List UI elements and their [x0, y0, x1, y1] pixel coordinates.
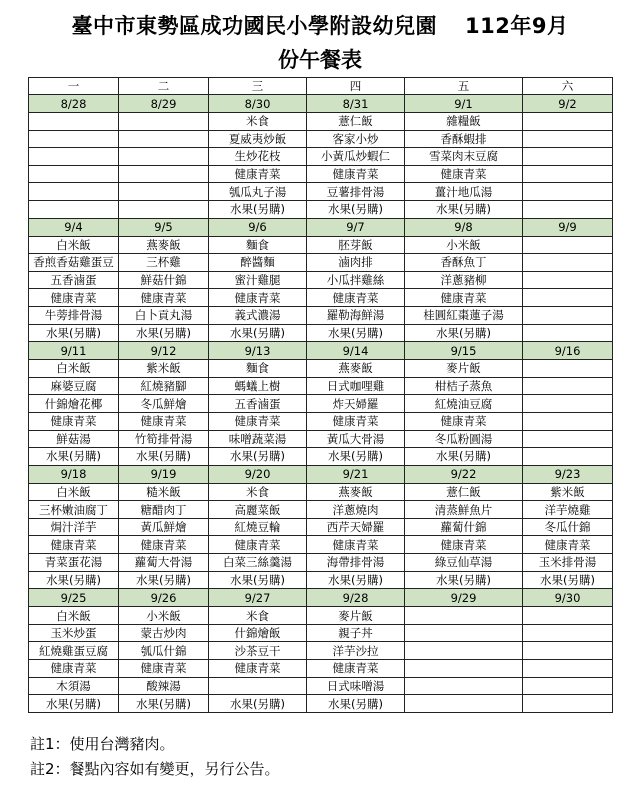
menu-cell: [405, 607, 523, 625]
date-cell: 9/22: [405, 465, 523, 483]
menu-cell: 蜜汁雞腿: [209, 271, 307, 289]
menu-cell: 鮮菇什錦: [119, 271, 209, 289]
menu-cell: [523, 448, 613, 466]
date-cell: 9/19: [119, 465, 209, 483]
menu-cell: 健康青菜: [29, 289, 119, 307]
menu-cell: 健康青菜: [307, 289, 405, 307]
date-cell: 9/28: [307, 589, 405, 607]
date-cell: 9/29: [405, 589, 523, 607]
date-cell: 8/30: [209, 95, 307, 113]
date-row: [29, 95, 613, 113]
menu-cell: 健康青菜: [29, 660, 119, 678]
menu-cell: 水果(另購): [405, 571, 523, 589]
menu-cell: 酸辣湯: [119, 677, 209, 695]
menu-cell: 糙米飯: [119, 483, 209, 501]
menu-cell: 蘿蔔大骨湯: [119, 554, 209, 572]
menu-cell: [523, 624, 613, 642]
menu-cell: [29, 130, 119, 148]
menu-cell: [209, 677, 307, 695]
menu-cell: 米食: [209, 607, 307, 625]
menu-cell: 健康青菜: [209, 660, 307, 678]
date-row: [29, 589, 613, 607]
menu-cell: 香煎香菇雞蛋豆: [29, 254, 119, 272]
menu-cell: 竹筍排骨湯: [119, 430, 209, 448]
menu-cell: [523, 183, 613, 201]
menu-cell: [523, 289, 613, 307]
menu-cell: 健康青菜: [119, 289, 209, 307]
menu-cell: 健康青菜: [209, 536, 307, 554]
menu-cell: 水果(另購): [119, 571, 209, 589]
menu-cell: [405, 624, 523, 642]
menu-cell: 健康青菜: [119, 660, 209, 678]
menu-row: [29, 642, 613, 660]
menu-body: [29, 78, 613, 713]
menu-cell: [523, 677, 613, 695]
menu-cell: 健康青菜: [209, 289, 307, 307]
menu-row: [29, 148, 613, 166]
menu-cell: 小黃瓜炒蝦仁: [307, 148, 405, 166]
weekday-header: 一: [29, 78, 119, 95]
menu-row: [29, 306, 613, 324]
menu-cell: 健康青菜: [405, 289, 523, 307]
menu-cell: 健康青菜: [405, 536, 523, 554]
menu-cell: 水果(另購): [209, 200, 307, 218]
menu-cell: 健康青菜: [307, 660, 405, 678]
menu-cell: [523, 254, 613, 272]
menu-cell: [523, 695, 613, 713]
menu-cell: 米食: [209, 113, 307, 131]
menu-cell: 西芹天婦羅: [307, 518, 405, 536]
menu-cell: [523, 660, 613, 678]
date-cell: 9/23: [523, 465, 613, 483]
menu-row: [29, 536, 613, 554]
menu-cell: 水果(另購): [119, 448, 209, 466]
date-row: [29, 465, 613, 483]
menu-cell: [119, 183, 209, 201]
menu-cell: 水果(另購): [405, 324, 523, 342]
date-cell: 9/13: [209, 342, 307, 360]
menu-cell: 水果(另購): [29, 571, 119, 589]
menu-cell: 日式咖哩雞: [307, 377, 405, 395]
menu-cell: 白菜三絲羹湯: [209, 554, 307, 572]
weekday-header: 六: [523, 78, 613, 95]
menu-cell: 健康青菜: [307, 536, 405, 554]
menu-row: [29, 165, 613, 183]
menu-cell: [29, 148, 119, 166]
menu-cell: [29, 113, 119, 131]
menu-row: [29, 430, 613, 448]
menu-cell: 水果(另購): [307, 200, 405, 218]
date-cell: 9/11: [29, 342, 119, 360]
weekday-header: 二: [119, 78, 209, 95]
menu-cell: 沙茶豆干: [209, 642, 307, 660]
date-cell: 9/20: [209, 465, 307, 483]
menu-cell: 白米飯: [29, 607, 119, 625]
menu-cell: 水果(另購): [29, 448, 119, 466]
menu-cell: 柑桔子蒸魚: [405, 377, 523, 395]
menu-cell: 牛蒡排骨湯: [29, 306, 119, 324]
menu-cell: [523, 430, 613, 448]
title-year-month: 112年9月: [465, 14, 569, 38]
menu-cell: [405, 677, 523, 695]
menu-cell: 生炒花枝: [209, 148, 307, 166]
weekday-header: 四: [307, 78, 405, 95]
menu-row: [29, 501, 613, 519]
menu-cell: [523, 271, 613, 289]
date-cell: 8/29: [119, 95, 209, 113]
menu-cell: 瓠瓜丸子湯: [209, 183, 307, 201]
menu-cell: 冬瓜鮮燴: [119, 395, 209, 413]
menu-cell: [523, 607, 613, 625]
menu-row: [29, 200, 613, 218]
date-cell: 9/14: [307, 342, 405, 360]
menu-row: [29, 624, 613, 642]
menu-cell: [29, 200, 119, 218]
menu-cell: 什錦燴飯: [209, 624, 307, 642]
date-row: [29, 342, 613, 360]
menu-cell: 瓠瓜什錦: [119, 642, 209, 660]
menu-cell: 香酥魚丁: [405, 254, 523, 272]
menu-cell: 日式味噌湯: [307, 677, 405, 695]
menu-cell: 紫米飯: [523, 483, 613, 501]
menu-cell: 白米飯: [29, 236, 119, 254]
menu-cell: 燕麥飯: [307, 483, 405, 501]
menu-cell: 五香滷蛋: [209, 395, 307, 413]
menu-row: [29, 113, 613, 131]
menu-cell: [523, 412, 613, 430]
date-cell: 9/1: [405, 95, 523, 113]
menu-cell: 客家小炒: [307, 130, 405, 148]
menu-cell: 綠豆仙草湯: [405, 554, 523, 572]
menu-cell: 水果(另購): [209, 448, 307, 466]
date-cell: 9/9: [523, 218, 613, 236]
date-cell: 9/16: [523, 342, 613, 360]
menu-row: [29, 660, 613, 678]
menu-cell: 麥片飯: [307, 607, 405, 625]
menu-cell: 洋芋燒雞: [523, 501, 613, 519]
date-cell: 8/31: [307, 95, 405, 113]
menu-cell: 紅燒豆輪: [209, 518, 307, 536]
menu-cell: 燕麥飯: [307, 360, 405, 378]
menu-row: [29, 271, 613, 289]
menu-cell: 健康青菜: [405, 165, 523, 183]
menu-cell: [523, 324, 613, 342]
menu-cell: 三杯雞: [119, 254, 209, 272]
menu-cell: 白米飯: [29, 483, 119, 501]
menu-row: [29, 183, 613, 201]
menu-cell: 螞蟻上樹: [209, 377, 307, 395]
menu-cell: [523, 377, 613, 395]
menu-cell: 健康青菜: [209, 165, 307, 183]
menu-row: [29, 695, 613, 713]
menu-cell: 水果(另購): [119, 324, 209, 342]
date-cell: 9/30: [523, 589, 613, 607]
menu-cell: 麻婆豆腐: [29, 377, 119, 395]
menu-cell: 高麗菜飯: [209, 501, 307, 519]
menu-cell: [29, 183, 119, 201]
menu-row: [29, 448, 613, 466]
menu-row: [29, 236, 613, 254]
menu-cell: 健康青菜: [29, 412, 119, 430]
menu-cell: 雜糧飯: [405, 113, 523, 131]
menu-cell: [119, 113, 209, 131]
menu-cell: 水果(另購): [405, 448, 523, 466]
menu-cell: 滷肉排: [307, 254, 405, 272]
menu-cell: 健康青菜: [119, 536, 209, 554]
menu-cell: 燕麥飯: [119, 236, 209, 254]
menu-cell: 麥片飯: [405, 360, 523, 378]
menu-cell: 蒙古炒肉: [119, 624, 209, 642]
menu-cell: 白卜貢丸湯: [119, 306, 209, 324]
menu-cell: 親子丼: [307, 624, 405, 642]
menu-row: [29, 677, 613, 695]
menu-cell: [523, 113, 613, 131]
menu-cell: 薏仁飯: [307, 113, 405, 131]
menu-cell: 香酥蝦排: [405, 130, 523, 148]
note-2: 註2：餐點內容如有變更，另行公告。: [30, 760, 280, 778]
menu-cell: [523, 165, 613, 183]
menu-cell: 三杯嫩油腐丁: [29, 501, 119, 519]
date-cell: 9/26: [119, 589, 209, 607]
menu-row: [29, 324, 613, 342]
menu-cell: 水果(另購): [307, 448, 405, 466]
date-cell: 9/21: [307, 465, 405, 483]
menu-cell: [119, 148, 209, 166]
menu-cell: 糖醋肉丁: [119, 501, 209, 519]
menu-cell: 味噌蔬菜湯: [209, 430, 307, 448]
menu-cell: 水果(另購): [405, 200, 523, 218]
menu-cell: 冬瓜什錦: [523, 518, 613, 536]
menu-cell: [523, 642, 613, 660]
menu-cell: [29, 165, 119, 183]
menu-cell: [523, 200, 613, 218]
date-cell: 9/18: [29, 465, 119, 483]
menu-cell: [523, 395, 613, 413]
menu-cell: 炸天婦羅: [307, 395, 405, 413]
menu-row: [29, 289, 613, 307]
menu-cell: 黃瓜鮮燴: [119, 518, 209, 536]
menu-cell: 水果(另購): [209, 324, 307, 342]
menu-cell: [405, 660, 523, 678]
menu-row: [29, 412, 613, 430]
menu-cell: 水果(另購): [209, 571, 307, 589]
menu-cell: 麵食: [209, 236, 307, 254]
menu-cell: 白米飯: [29, 360, 119, 378]
menu-cell: 冬瓜粉圓湯: [405, 430, 523, 448]
menu-cell: 水果(另購): [307, 571, 405, 589]
menu-row: [29, 571, 613, 589]
menu-cell: 醉醬麵: [209, 254, 307, 272]
menu-cell: [405, 695, 523, 713]
menu-row: [29, 254, 613, 272]
menu-cell: 黃瓜大骨湯: [307, 430, 405, 448]
date-cell: 9/2: [523, 95, 613, 113]
menu-cell: 健康青菜: [119, 412, 209, 430]
date-cell: 9/27: [209, 589, 307, 607]
weekday-header: 五: [405, 78, 523, 95]
menu-cell: 木須湯: [29, 677, 119, 695]
note-1: 註1：使用台灣豬肉。: [30, 735, 175, 753]
date-cell: 9/25: [29, 589, 119, 607]
menu-cell: 薑汁地瓜湯: [405, 183, 523, 201]
menu-row: [29, 130, 613, 148]
date-cell: 9/4: [29, 218, 119, 236]
menu-cell: 雪菜肉末豆腐: [405, 148, 523, 166]
menu-cell: 青菜蛋花湯: [29, 554, 119, 572]
menu-cell: 水果(另購): [29, 324, 119, 342]
menu-cell: 焗汁洋芋: [29, 518, 119, 536]
weekday-header-row: [29, 78, 613, 95]
menu-cell: 海帶排骨湯: [307, 554, 405, 572]
menu-cell: [523, 306, 613, 324]
menu-cell: 桂圓紅棗蓮子湯: [405, 306, 523, 324]
lunch-menu-table: [28, 77, 613, 713]
date-cell: 9/6: [209, 218, 307, 236]
menu-cell: [523, 130, 613, 148]
menu-cell: 羅勒海鮮湯: [307, 306, 405, 324]
date-cell: 9/15: [405, 342, 523, 360]
menu-cell: 胚芽飯: [307, 236, 405, 254]
menu-cell: 小米飯: [405, 236, 523, 254]
menu-cell: [119, 130, 209, 148]
menu-cell: 洋蔥燒肉: [307, 501, 405, 519]
menu-cell: 米食: [209, 483, 307, 501]
menu-cell: 洋蔥豬柳: [405, 271, 523, 289]
menu-row: [29, 518, 613, 536]
menu-cell: 洋芋沙拉: [307, 642, 405, 660]
menu-row: [29, 360, 613, 378]
menu-cell: [523, 148, 613, 166]
title-school: 臺中市東勢區成功國民小學附設幼兒園: [71, 14, 438, 38]
weekday-header: 三: [209, 78, 307, 95]
menu-cell: 水果(另購): [307, 695, 405, 713]
page-subtitle: 份午餐表: [278, 48, 362, 72]
menu-cell: 小米飯: [119, 607, 209, 625]
menu-cell: [523, 360, 613, 378]
menu-cell: 義式濃湯: [209, 306, 307, 324]
menu-cell: 紅燒油豆腐: [405, 395, 523, 413]
menu-cell: 五香滷蛋: [29, 271, 119, 289]
menu-cell: 水果(另購): [119, 695, 209, 713]
notes: [30, 732, 280, 782]
menu-cell: 水果(另購): [523, 571, 613, 589]
menu-cell: 什錦燴花椰: [29, 395, 119, 413]
menu-cell: 健康青菜: [405, 412, 523, 430]
date-cell: 9/12: [119, 342, 209, 360]
date-row: [29, 218, 613, 236]
menu-row: [29, 395, 613, 413]
menu-cell: 健康青菜: [523, 536, 613, 554]
menu-cell: 紅燒雞蛋豆腐: [29, 642, 119, 660]
menu-cell: 麵食: [209, 360, 307, 378]
menu-cell: 健康青菜: [307, 412, 405, 430]
date-cell: 9/5: [119, 218, 209, 236]
menu-cell: 小瓜拌雞絲: [307, 271, 405, 289]
menu-cell: 健康青菜: [209, 412, 307, 430]
page-title: [0, 10, 640, 40]
menu-row: [29, 607, 613, 625]
date-cell: 8/28: [29, 95, 119, 113]
menu-cell: 鮮菇湯: [29, 430, 119, 448]
menu-cell: 水果(另購): [29, 695, 119, 713]
menu-cell: [119, 165, 209, 183]
menu-cell: 豆薯排骨湯: [307, 183, 405, 201]
menu-cell: 紅燒豬腳: [119, 377, 209, 395]
menu-cell: 水果(另購): [209, 695, 307, 713]
date-cell: 9/8: [405, 218, 523, 236]
menu-cell: 玉米排骨湯: [523, 554, 613, 572]
menu-cell: 健康青菜: [29, 536, 119, 554]
menu-cell: 清蒸鮮魚片: [405, 501, 523, 519]
menu-cell: 水果(另購): [307, 324, 405, 342]
menu-cell: 玉米炒蛋: [29, 624, 119, 642]
menu-cell: [523, 236, 613, 254]
menu-cell: 夏威夷炒飯: [209, 130, 307, 148]
menu-cell: [119, 200, 209, 218]
menu-cell: 紫米飯: [119, 360, 209, 378]
menu-row: [29, 554, 613, 572]
menu-row: [29, 377, 613, 395]
menu-cell: 健康青菜: [307, 165, 405, 183]
menu-cell: 蘿蔔什錦: [405, 518, 523, 536]
menu-cell: [405, 642, 523, 660]
menu-cell: 薏仁飯: [405, 483, 523, 501]
menu-row: [29, 483, 613, 501]
date-cell: 9/7: [307, 218, 405, 236]
